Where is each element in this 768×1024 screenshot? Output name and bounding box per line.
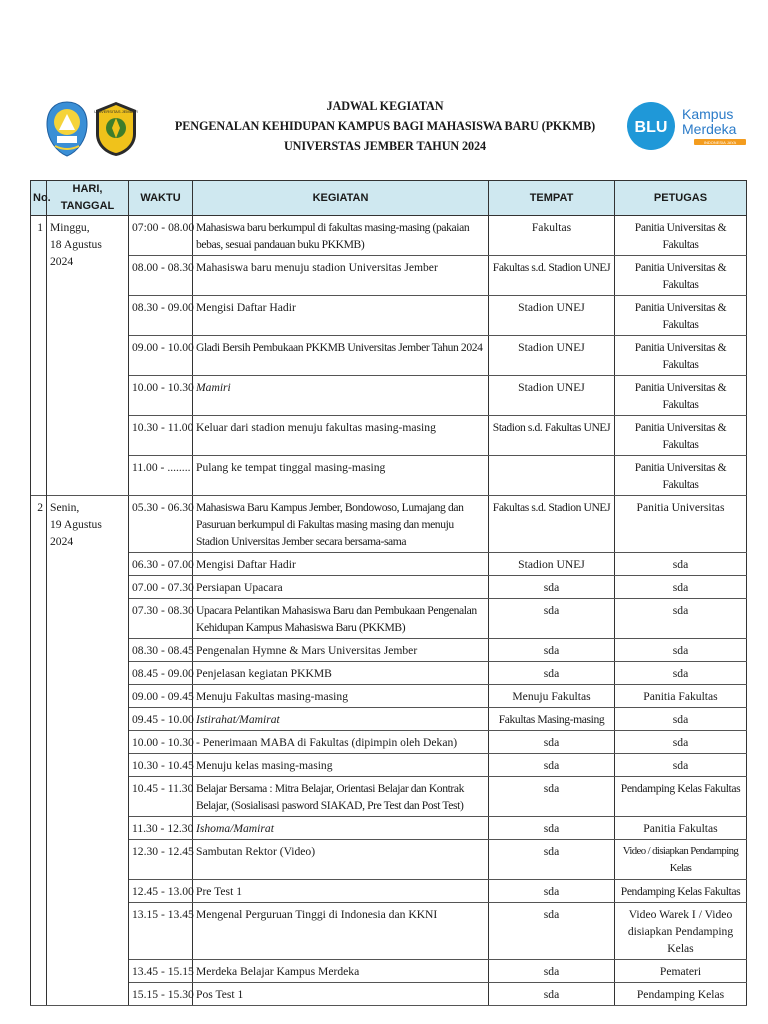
schedule-table xyxy=(30,180,747,1006)
table-row xyxy=(31,903,747,960)
table-row xyxy=(31,376,747,416)
document-header xyxy=(0,96,768,176)
place-cell: sda xyxy=(489,599,615,639)
staff-cell: sda xyxy=(615,662,747,685)
staff-cell: Panitia Fakultas xyxy=(615,685,747,708)
activity-cell: Persiapan Upacara xyxy=(193,576,489,599)
kemdikbud-logo xyxy=(45,100,89,158)
place-cell: sda xyxy=(489,817,615,840)
staff-cell: Panitia Universitas & Fakultas xyxy=(615,416,747,456)
place-cell: Stadion UNEJ xyxy=(489,376,615,416)
activity-cell: Mahasiswa Baru Kampus Jember, Bondowoso, Lumajang dan Pasuruan berkumpul di Fakultas masing masing dan menuju Stadion Universitas Jember secara bersama-sama xyxy=(193,496,489,553)
time-cell: 11.30 - 12.30 xyxy=(129,817,193,840)
activity-cell: Pulang ke tempat tinggal masing-masing xyxy=(193,456,489,496)
staff-cell: Panitia Fakultas xyxy=(615,817,747,840)
staff-cell: Panitia Universitas & Fakultas xyxy=(615,456,747,496)
day-number: 1 xyxy=(31,216,47,496)
title-line-1: JADWAL KEGIATAN xyxy=(326,99,444,113)
table-row xyxy=(31,880,747,903)
activity-cell: Mamiri xyxy=(193,376,489,416)
activity-cell: Menuju kelas masing-masing xyxy=(193,754,489,777)
activity-cell: Menuju Fakultas masing-masing xyxy=(193,685,489,708)
staff-cell: Panitia Universitas xyxy=(615,496,747,553)
day-date: 18 Agustus 2024 xyxy=(50,238,102,268)
activity-cell: Gladi Bersih Pembukaan PKKMB Universitas Jember Tahun 2024 xyxy=(193,336,489,376)
blu-logo-text: BLU xyxy=(634,119,668,136)
staff-cell: sda xyxy=(615,639,747,662)
activity-cell: Pengenalan Hymne & Mars Universitas Jember xyxy=(193,639,489,662)
place-cell: sda xyxy=(489,983,615,1006)
table-row xyxy=(31,817,747,840)
staff-cell: sda xyxy=(615,708,747,731)
time-cell: 07.00 - 07.30 xyxy=(129,576,193,599)
time-cell: 08.00 - 08.30 xyxy=(129,256,193,296)
time-cell: 09.00 - 09.45 xyxy=(129,685,193,708)
unej-logo-text: UNIVERSITAS JEMBER xyxy=(94,109,138,114)
time-cell: 08.30 - 08.45 xyxy=(129,639,193,662)
time-cell: 06.30 - 07.00 xyxy=(129,553,193,576)
place-cell: Stadion UNEJ xyxy=(489,296,615,336)
column-header-activity: KEGIATAN xyxy=(193,181,489,216)
table-row xyxy=(31,256,747,296)
table-row xyxy=(31,754,747,777)
kampus-merdeka-line1: Kampus xyxy=(682,106,734,122)
table-row xyxy=(31,639,747,662)
activity-cell: Upacara Pelantikan Mahasiswa Baru dan Pembukaan Pengenalan Kehidupan Kampus Mahasiswa Baru (PKKMB) xyxy=(193,599,489,639)
blu-logo xyxy=(626,96,676,156)
day-date: 19 Agustus 2024 xyxy=(50,518,102,548)
table-row xyxy=(31,731,747,754)
time-cell: 15.15 - 15.30 xyxy=(129,983,193,1006)
place-cell: sda xyxy=(489,731,615,754)
table-row xyxy=(31,336,747,376)
table-row xyxy=(31,216,747,256)
table-row xyxy=(31,840,747,880)
document-title xyxy=(170,96,600,156)
activity-cell: Istirahat/Mamirat xyxy=(193,708,489,731)
place-cell: Stadion UNEJ xyxy=(489,553,615,576)
table-row xyxy=(31,296,747,336)
activity-cell: Pre Test 1 xyxy=(193,880,489,903)
table-row xyxy=(31,599,747,639)
staff-cell: Video / disiapkan Pendamping Kelas xyxy=(615,840,747,880)
unej-logo xyxy=(94,100,138,158)
table-row xyxy=(31,983,747,1006)
place-cell: sda xyxy=(489,840,615,880)
day-name: Minggu, xyxy=(50,221,90,234)
staff-cell: sda xyxy=(615,599,747,639)
place-cell xyxy=(489,456,615,496)
activity-cell: Mengisi Daftar Hadir xyxy=(193,296,489,336)
staff-cell: sda xyxy=(615,576,747,599)
time-cell: 10.45 - 11.30 xyxy=(129,777,193,817)
place-cell: Fakultas s.d. Stadion UNEJ xyxy=(489,256,615,296)
place-cell: sda xyxy=(489,960,615,983)
day-number: 2 xyxy=(31,496,47,1006)
time-cell: 05.30 - 06.30 xyxy=(129,496,193,553)
place-cell: Stadion s.d. Fakultas UNEJ xyxy=(489,416,615,456)
table-row xyxy=(31,416,747,456)
title-line-2: PENGENALAN KEHIDUPAN KAMPUS BAGI MAHASISWA BARU (PKKMB) xyxy=(174,119,596,133)
place-cell: sda xyxy=(489,777,615,817)
place-cell: sda xyxy=(489,639,615,662)
staff-cell: sda xyxy=(615,553,747,576)
staff-cell: Panitia Universitas & Fakultas xyxy=(615,216,747,256)
table-row xyxy=(31,496,747,553)
time-cell: 13.15 - 13.45 xyxy=(129,903,193,960)
table-row xyxy=(31,662,747,685)
activity-cell: Mengenal Perguruan Tinggi di Indonesia dan KKNI xyxy=(193,903,489,960)
activity-cell: Sambutan Rektor (Video) xyxy=(193,840,489,880)
day-cell xyxy=(47,496,129,1006)
staff-cell: sda xyxy=(615,731,747,754)
kampus-merdeka-sub: INDONESIA JAYA xyxy=(703,140,737,145)
column-header-time: WAKTU xyxy=(129,181,193,216)
table-row xyxy=(31,960,747,983)
time-cell: 09.00 - 10.00 xyxy=(129,336,193,376)
place-cell: Stadion UNEJ xyxy=(489,336,615,376)
place-cell: sda xyxy=(489,576,615,599)
place-cell: Fakultas s.d. Stadion UNEJ xyxy=(489,496,615,553)
activity-cell: Pos Test 1 xyxy=(193,983,489,1006)
column-header-day: HARI, TANGGAL xyxy=(47,181,129,216)
staff-cell: Video Warek I / Video disiapkan Pendamping Kelas xyxy=(615,903,747,960)
time-cell: 10.00 - 10.30 xyxy=(129,731,193,754)
staff-cell: Pendamping Kelas Fakultas xyxy=(615,777,747,817)
column-header-place: TEMPAT xyxy=(489,181,615,216)
column-header-staff: PETUGAS xyxy=(615,181,747,216)
table-row xyxy=(31,553,747,576)
place-cell: sda xyxy=(489,662,615,685)
time-cell: 10.30 - 10.45 xyxy=(129,754,193,777)
staff-cell: Panitia Universitas & Fakultas xyxy=(615,296,747,336)
day-name: Senin, xyxy=(50,501,80,514)
time-cell: 12.30 - 12.45 xyxy=(129,840,193,880)
column-header-no: No. xyxy=(31,181,47,216)
time-cell: 08.30 - 09.00 xyxy=(129,296,193,336)
place-cell: sda xyxy=(489,754,615,777)
place-cell: Menuju Fakultas xyxy=(489,685,615,708)
staff-cell: Panitia Universitas & Fakultas xyxy=(615,336,747,376)
time-cell: 07.30 - 08.30 xyxy=(129,599,193,639)
activity-cell: Mahasiswa baru menuju stadion Universitas Jember xyxy=(193,256,489,296)
table-row xyxy=(31,777,747,817)
time-cell: 12.45 - 13.00 xyxy=(129,880,193,903)
kampus-merdeka-logo xyxy=(680,104,750,150)
activity-cell: Penjelasan kegiatan PKKMB xyxy=(193,662,489,685)
kampus-merdeka-line2: Merdeka xyxy=(682,121,737,137)
activity-cell: - Penerimaan MABA di Fakultas (dipimpin oleh Dekan) xyxy=(193,731,489,754)
place-cell: Fakultas Masing-masing xyxy=(489,708,615,731)
table-row xyxy=(31,685,747,708)
activity-cell: Merdeka Belajar Kampus Merdeka xyxy=(193,960,489,983)
staff-cell: sda xyxy=(615,754,747,777)
staff-cell: Panitia Universitas & Fakultas xyxy=(615,256,747,296)
day-cell xyxy=(47,216,129,496)
activity-cell: Belajar Bersama : Mitra Belajar, Orientasi Belajar dan Kontrak Belajar, (Sosialisasi pasword SIAKAD, Pre Test dan Post Test) xyxy=(193,777,489,817)
time-cell: 10.30 - 11.00 xyxy=(129,416,193,456)
table-row xyxy=(31,576,747,599)
activity-cell: Ishoma/Mamirat xyxy=(193,817,489,840)
time-cell: 10.00 - 10.30 xyxy=(129,376,193,416)
table-row xyxy=(31,456,747,496)
staff-cell: Pendamping Kelas Fakultas xyxy=(615,880,747,903)
activity-cell: Mahasiswa baru berkumpul di fakultas masing-masing (pakaian bebas, sesuai pandauan buku PKKMB) xyxy=(193,216,489,256)
time-cell: 11.00 - ........ xyxy=(129,456,193,496)
table-header-row xyxy=(31,181,747,216)
table-row xyxy=(31,708,747,731)
place-cell: sda xyxy=(489,880,615,903)
time-cell: 13.45 - 15.15 xyxy=(129,960,193,983)
staff-cell: Panitia Universitas & Fakultas xyxy=(615,376,747,416)
time-cell: 09.45 - 10.00 xyxy=(129,708,193,731)
time-cell: 08.45 - 09.00 xyxy=(129,662,193,685)
staff-cell: Pemateri xyxy=(615,960,747,983)
place-cell: sda xyxy=(489,903,615,960)
activity-cell: Keluar dari stadion menuju fakultas masing-masing xyxy=(193,416,489,456)
staff-cell: Pendamping Kelas xyxy=(615,983,747,1006)
place-cell: Fakultas xyxy=(489,216,615,256)
title-line-3: UNIVERSTAS JEMBER TAHUN 2024 xyxy=(283,139,487,153)
activity-cell: Mengisi Daftar Hadir xyxy=(193,553,489,576)
time-cell: 07:00 - 08.00 xyxy=(129,216,193,256)
